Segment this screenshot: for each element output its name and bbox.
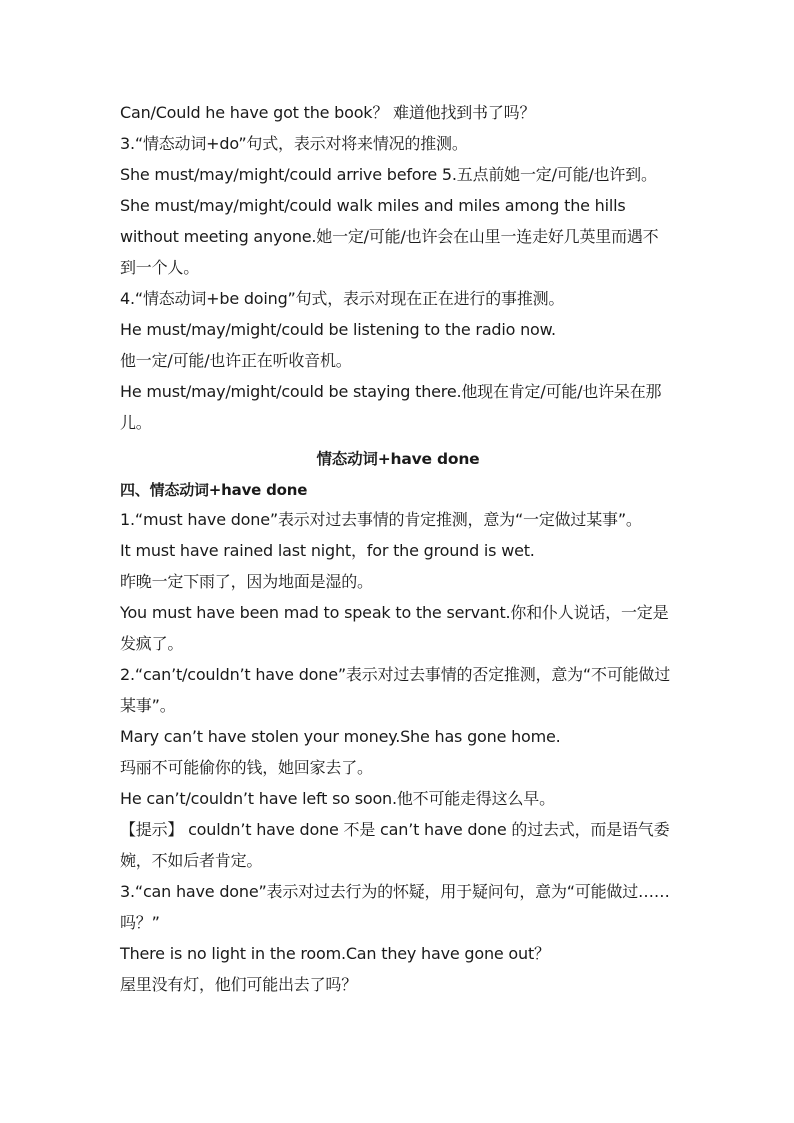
text-line: He can’t/couldn’t have left so soon.他不可能走得这么早。 bbox=[120, 789, 555, 808]
text-line: without meeting anyone.她一定/可能/也许会在山里一连走好几英里而遇不 bbox=[120, 227, 659, 246]
text-line: There is no light in the room.Can they have gone out？ bbox=[120, 944, 550, 963]
text-line: 昨晚一定下雨了，因为地面是湿的。 bbox=[120, 572, 373, 591]
document-body bbox=[120, 97, 676, 1000]
section-subheading: 四、情态动词+have done bbox=[120, 481, 308, 499]
text-line: 儿。 bbox=[120, 413, 152, 432]
section-heading: 情态动词+have done bbox=[316, 450, 480, 468]
text-line: 到一个人。 bbox=[120, 258, 200, 277]
text-line: 某事”。 bbox=[120, 696, 176, 715]
text-line: 发疯了。 bbox=[120, 634, 184, 653]
text-line: Can/Could he have got the book？ 难道他找到书了吗？ bbox=[120, 103, 536, 122]
text-line: You must have been mad to speak to the servant.你和仆人说话，一定是 bbox=[120, 603, 669, 622]
text-line: It must have rained last night，for the ground is wet. bbox=[120, 541, 535, 560]
text-line: He must/may/might/could be listening to the radio now. bbox=[120, 320, 556, 339]
text-line: She must/may/might/could arrive before 5.五点前她一定/可能/也许到。 bbox=[120, 165, 657, 184]
text-line: He must/may/might/could be staying there.他现在肯定/可能/也许呆在那 bbox=[120, 382, 662, 401]
text-line: 他一定/可能/也许正在听收音机。 bbox=[120, 351, 352, 370]
text-line: 婉，不如后者肯定。 bbox=[120, 851, 263, 870]
text-line: 1.“must have done”表示对过去事情的肯定推测，意为“一定做过某事”。 bbox=[120, 510, 642, 529]
text-line: 玛丽不可能偷你的钱，她回家去了。 bbox=[120, 758, 373, 777]
text-line: 吗？” bbox=[120, 913, 160, 932]
text-line: 4.“情态动词+be doing”句式，表示对现在正在进行的事推测。 bbox=[120, 289, 565, 308]
text-line: She must/may/might/could walk miles and miles among the hills bbox=[120, 196, 626, 215]
text-line: 2.“can’t/couldn’t have done”表示对过去事情的否定推测，意为“不可能做过 bbox=[120, 665, 671, 684]
tip-line: 【提示】 couldn’t have done 不是 can’t have done 的过去式，而是语气委 bbox=[120, 820, 670, 839]
text-line: Mary can’t have stolen your money.She has gone home. bbox=[120, 727, 561, 746]
text-line: 3.“情态动词+do”句式，表示对将来情况的推测。 bbox=[120, 134, 468, 153]
text-line: 3.“can have done”表示对过去行为的怀疑，用于疑问句，意为“可能做过…… bbox=[120, 882, 670, 901]
text-line: 屋里没有灯，他们可能出去了吗？ bbox=[120, 975, 358, 994]
